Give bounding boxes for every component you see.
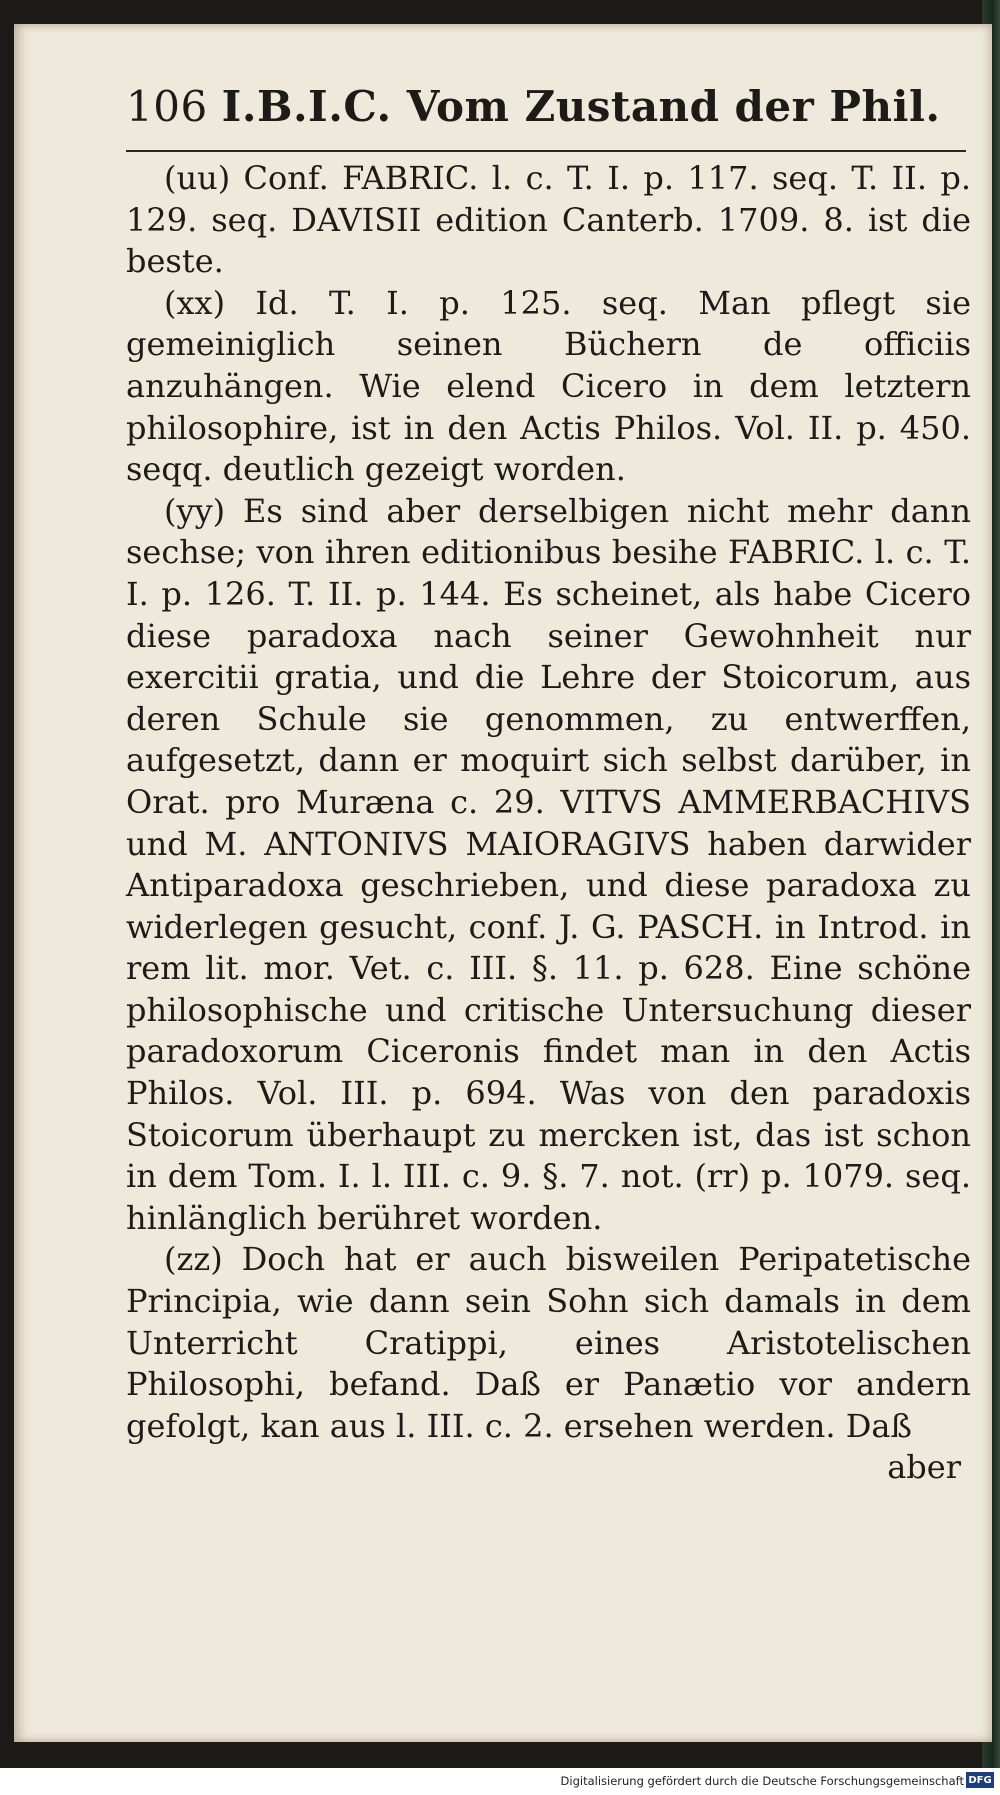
footnote-zz bbox=[126, 1239, 971, 1447]
footnote-text: (uu) Conf. FABRIC. l. c. T. I. p. 117. seq. T. II. p. 129. seq. DAVISII edition Canterb. 1709. 8. ist die beste. bbox=[126, 159, 971, 281]
catchword: aber bbox=[887, 1448, 961, 1487]
footnote-uu bbox=[126, 158, 971, 283]
page-content bbox=[126, 82, 971, 1489]
header-rule bbox=[126, 150, 966, 152]
dfg-logo: DFG bbox=[966, 1772, 994, 1788]
book-page bbox=[14, 24, 992, 1742]
running-title: I.B.I.C. Vom Zustand der Phil. bbox=[221, 82, 941, 131]
footnote-text: (xx) Id. T. I. p. 125. seq. Man pflegt sie gemeiniglich seinen Büchern de officiis anzuhängen. Wie elend Cicero in dem letztern philosophire, ist in den Actis Philos. Vol. II. p. 450. seqq. deutlich gezeigt worden. bbox=[126, 283, 971, 489]
running-header bbox=[126, 82, 971, 144]
footnotes bbox=[126, 158, 971, 1489]
digitization-credit: Digitalisierung gefördert durch die Deutsche Forschungsgemeinschaft bbox=[560, 1774, 964, 1788]
footnote-text: (yy) Es sind aber derselbigen nicht mehr dann sechse; von ihren editionibus besihe FABRIC. l. c. T. I. p. 126. T. II. p. 144. Es scheinet, als habe Cicero diese paradoxa nach seiner Gewohnheit nur exercitii gratia, und die Lehre der Stoicorum, aus deren Schule sie genommen, zu entwerffen, aufgesetzt, dann er moquirt sich selbst darüber, in Orat. pro Muræna c. 29. VITVS AMMERBACHIVS und M. ANTONIVS MAIORAGIVS haben darwider Antiparadoxa geschrieben, und diese paradoxa zu widerlegen gesucht, conf. J. G. PASCH. in Introd. in rem lit. mor. Vet. c. III. §. 11. p. 628. Eine schöne philosophische und critische Untersuchung dieser paradoxorum Ciceronis findet man in den Actis Philos. Vol. III. p. 694. Was von den paradoxis Stoicorum überhaupt zu mercken ist, das ist schon in dem Tom. I. l. III. c. 9. §. 7. not. (rr) p. 1079. seq. hinlänglich berühret worden. bbox=[126, 491, 971, 1237]
catchword-line bbox=[126, 1447, 971, 1489]
footnote-yy bbox=[126, 491, 971, 1240]
footnote-xx bbox=[126, 283, 971, 491]
page-number: 106 bbox=[126, 82, 208, 131]
footnote-text: (zz) Doch hat er auch bisweilen Peripatetische Principia, wie dann sein Sohn sich damals in dem Unterricht Cratippi, eines Aristotelischen Philosophi, befand. Daß er Panætio vor andern gefolgt, kan aus l. III. c. 2. ersehen werden. Daß bbox=[126, 1240, 971, 1445]
